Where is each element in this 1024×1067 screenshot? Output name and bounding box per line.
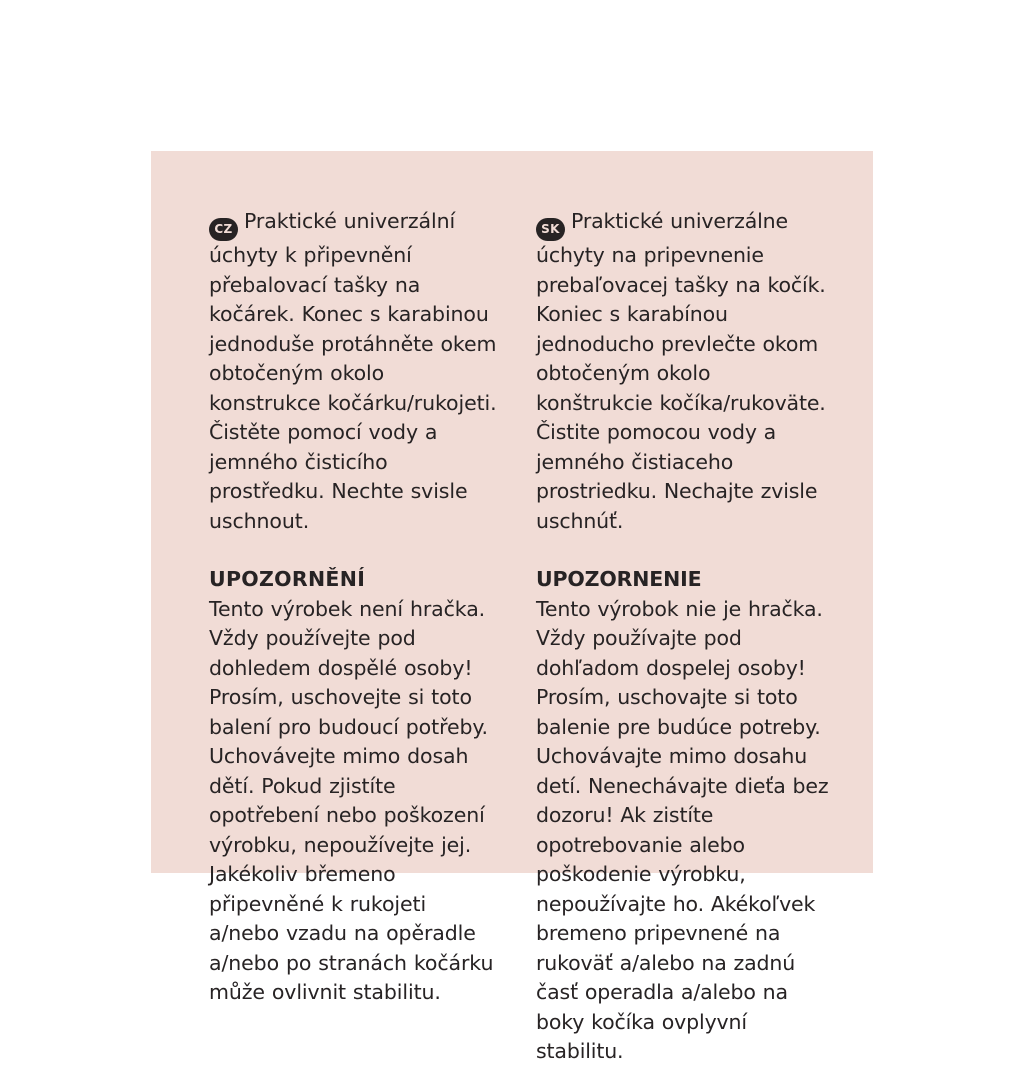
language-columns bbox=[209, 207, 829, 1067]
cz-intro-paragraph bbox=[209, 207, 502, 536]
cz-warning-heading: UPOZORNĚNÍ bbox=[209, 567, 366, 591]
cz-intro-text: Praktické univerzální úchyty k připevnění přebalovací tašky na kočárek. Konec s karabinou jednoduše protáhněte okem obtočeným okolo konstrukce kočárku/rukojeti. Čistěte pomocí vody a jemného čisticího prostředku. Nechte svisle uschnout. bbox=[209, 209, 497, 533]
cz-spacer bbox=[209, 536, 502, 565]
language-badge-cz: CZ bbox=[209, 218, 238, 241]
language-badge-sk: SK bbox=[536, 218, 565, 241]
cz-warning-text: Tento výrobek není hračka. Vždy používejte pod dohledem dospělé osoby! Prosím, uschovejte si toto balení pro budoucí potřeby. Uchovávejte mimo dosah dětí. Pokud zjistíte opotřebení nebo poškození výrobku, nepoužívejte jej. Jakékoliv břemeno připevněné k rukojeti a/nebo vzadu na opěradle a/nebo po stranách kočárku může ovlivnit stabilitu. bbox=[209, 596, 494, 1004]
sk-warning-text: Tento výrobok nie je hračka. Vždy používajte pod dohľadom dospelej osoby! Prosím, uschovajte si toto balenie pre budúce potreby. Uchovávajte mimo dosahu detí. Nenechávajte dieťa bez dozoru! Ak zistíte opotrebovanie alebo poškodenie výrobku, nepoužívajte ho. Akékoľvek bremeno pripevnené na rukoväť a/alebo na zadnú časť operadla a/alebo na boky kočíka ovplyvní stabilitu. bbox=[536, 596, 829, 1063]
sk-spacer bbox=[536, 536, 829, 565]
language-column-cz bbox=[209, 207, 502, 1067]
sk-intro-paragraph bbox=[536, 207, 829, 536]
language-column-sk bbox=[536, 207, 829, 1067]
sk-warning-heading: UPOZORNENIE bbox=[536, 567, 702, 591]
sk-intro-text: Praktické univerzálne úchyty na pripevnenie prebaľovacej tašky na kočík. Koniec s karabínou jednoducho prevlečte okom obtočeným okolo konštrukcie kočíka/rukoväte. Čistite pomocou vody a jemného čistiaceho prostriedku. Nechajte zvisle uschnúť. bbox=[536, 209, 826, 533]
instructions-panel bbox=[151, 151, 873, 1063]
